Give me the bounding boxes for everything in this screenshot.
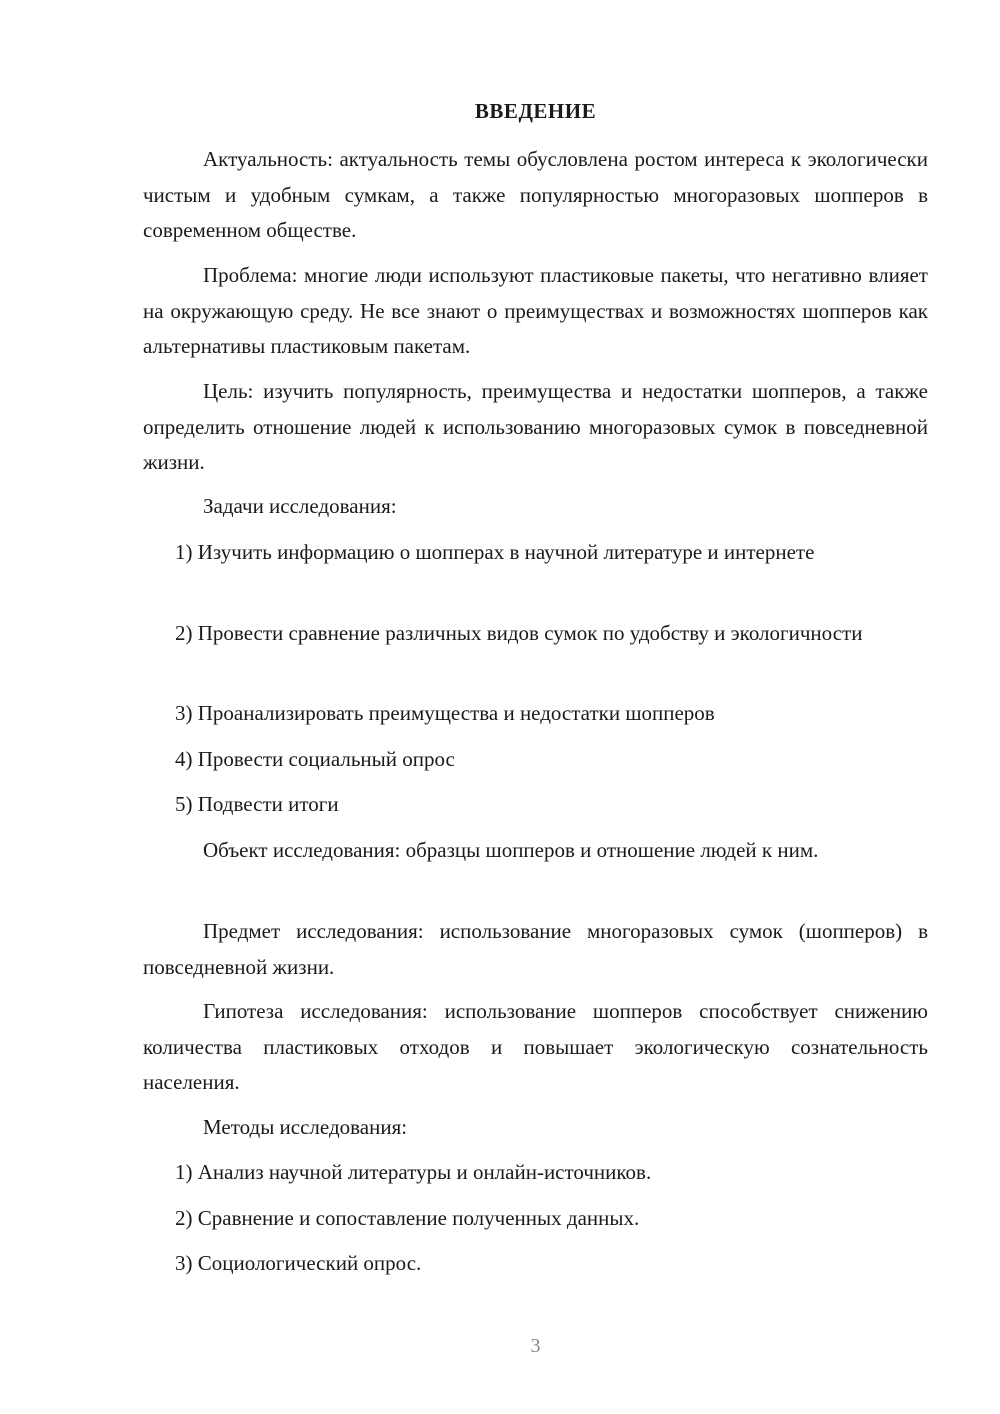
method-item-1: 1) Анализ научной литературы и онлайн-источников. xyxy=(175,1160,652,1184)
task-item-4: 4) Провести социальный опрос xyxy=(175,747,455,771)
relevance-paragraph: Актуальность: актуальность темы обусловлена ростом интереса к экологически чистым и удобным сумкам, а также популярностью многоразовых шопперов в современном обществе. xyxy=(143,147,928,242)
problem-paragraph: Проблема: многие люди используют пластиковые пакеты, что негативно влияет на окружающую среду. Не все знают о преимуществах и возможностях шопперов как альтернативы пластиковым пакетам. xyxy=(143,263,928,358)
task-item-2: 2) Провести сравнение различных видов сумок по удобству и экологичности xyxy=(175,621,863,645)
subject-paragraph: Предмет исследования: использование многоразовых сумок (шопперов) в повседневной жизни. xyxy=(143,919,928,979)
document-page xyxy=(143,0,928,1414)
methods-title: Методы исследования: xyxy=(203,1115,408,1139)
method-item-2: 2) Сравнение и сопоставление полученных данных. xyxy=(175,1206,640,1230)
goal-paragraph: Цель: изучить популярность, преимущества и недостатки шопперов, а также определить отношение людей к использованию многоразовых сумок в повседневной жизни. xyxy=(143,379,928,474)
hypothesis-paragraph: Гипотеза исследования: использование шопперов способствует снижению количества пластиковых отходов и повышает экологическую сознательность населения. xyxy=(143,999,928,1094)
task-item-3: 3) Проанализировать преимущества и недостатки шопперов xyxy=(175,701,715,725)
object-paragraph: Объект исследования: образцы шопперов и отношение людей к ним. xyxy=(203,838,819,862)
page-number: 3 xyxy=(530,1335,541,1357)
task-item-1: 1) Изучить информацию о шопперах в научной литературе и интернете xyxy=(175,540,815,564)
tasks-title: Задачи исследования: xyxy=(203,494,397,518)
task-item-5: 5) Подвести итоги xyxy=(175,792,339,816)
section-heading: ВВЕДЕНИЕ xyxy=(474,99,597,123)
method-item-3: 3) Социологический опрос. xyxy=(175,1251,422,1275)
